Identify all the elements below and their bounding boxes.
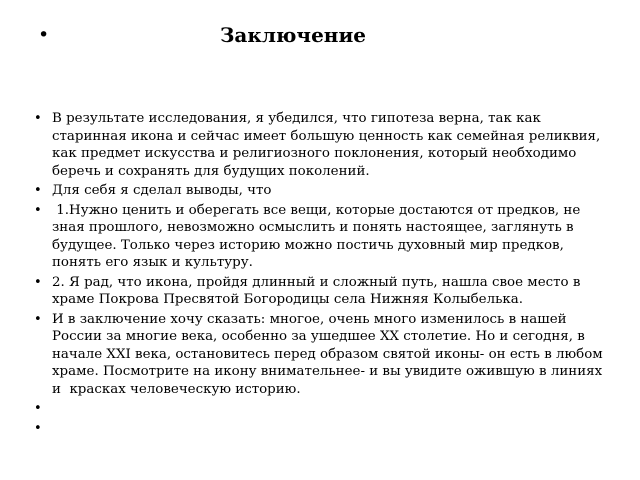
paragraph-empty bbox=[52, 400, 614, 418]
paragraph-conclusion: В результате исследования, я убедился, что гипотеза верна, так как старинная икона и сейчас имеет большую ценность как семейная реликвия, как предмет искусства и религиозного поклонения, который необходимо беречь и сохранять для будущих поколений. bbox=[52, 111, 601, 179]
bullet-item-5 bbox=[34, 311, 614, 399]
paragraph-empty bbox=[52, 420, 614, 438]
bullet-icon: • bbox=[34, 311, 42, 327]
bullet-icon: • bbox=[34, 401, 42, 416]
body-bullet-list bbox=[34, 110, 614, 439]
bullet-item-empty-1 bbox=[34, 400, 614, 418]
bullet-item-4 bbox=[34, 274, 614, 309]
title-bullet-icon: • bbox=[38, 24, 50, 46]
bullet-item-2 bbox=[34, 182, 614, 200]
bullet-item-empty-2 bbox=[34, 420, 614, 438]
slide-title: Заключение bbox=[220, 23, 366, 47]
bullet-icon: • bbox=[34, 420, 42, 436]
paragraph-conclusions-intro: Для себя я сделал выводы, что bbox=[52, 183, 272, 198]
bullet-item-1 bbox=[34, 110, 614, 180]
paragraph-final-thought: И в заключение хочу сказать: многое, очень много изменилось в нашей России за многие века, особенно за ушедшее XX столетие. Но и сегодня, в начале XXI века, остановитесь перед образом святой иконы- он есть в любом храме. Посмотрите на икону внимательнее- и вы увидите ожившую в линиях и красках человеческую историю. bbox=[52, 311, 607, 397]
bullet-icon: • bbox=[34, 274, 42, 290]
bullet-icon: • bbox=[34, 183, 42, 198]
title-row bbox=[28, 20, 628, 52]
bullet-item-3 bbox=[34, 202, 614, 272]
bullet-icon: • bbox=[34, 111, 42, 126]
paragraph-point-1: 1.Нужно ценить и оберегать все вещи, которые достаются от предков, не зная прошлого, невозможно осмыслить и понять настоящее, заглянуть в будущее. Только через историю можно постичь духовный мир предков, понять его язык и культуру. bbox=[52, 202, 585, 270]
paragraph-point-2: 2. Я рад, что икона, пройдя длинный и сложный путь, нашла свое место в храме Покрова Пресвятой Богородицы села Нижняя Колыбелька. bbox=[52, 274, 581, 307]
bullet-icon: • bbox=[34, 202, 42, 218]
